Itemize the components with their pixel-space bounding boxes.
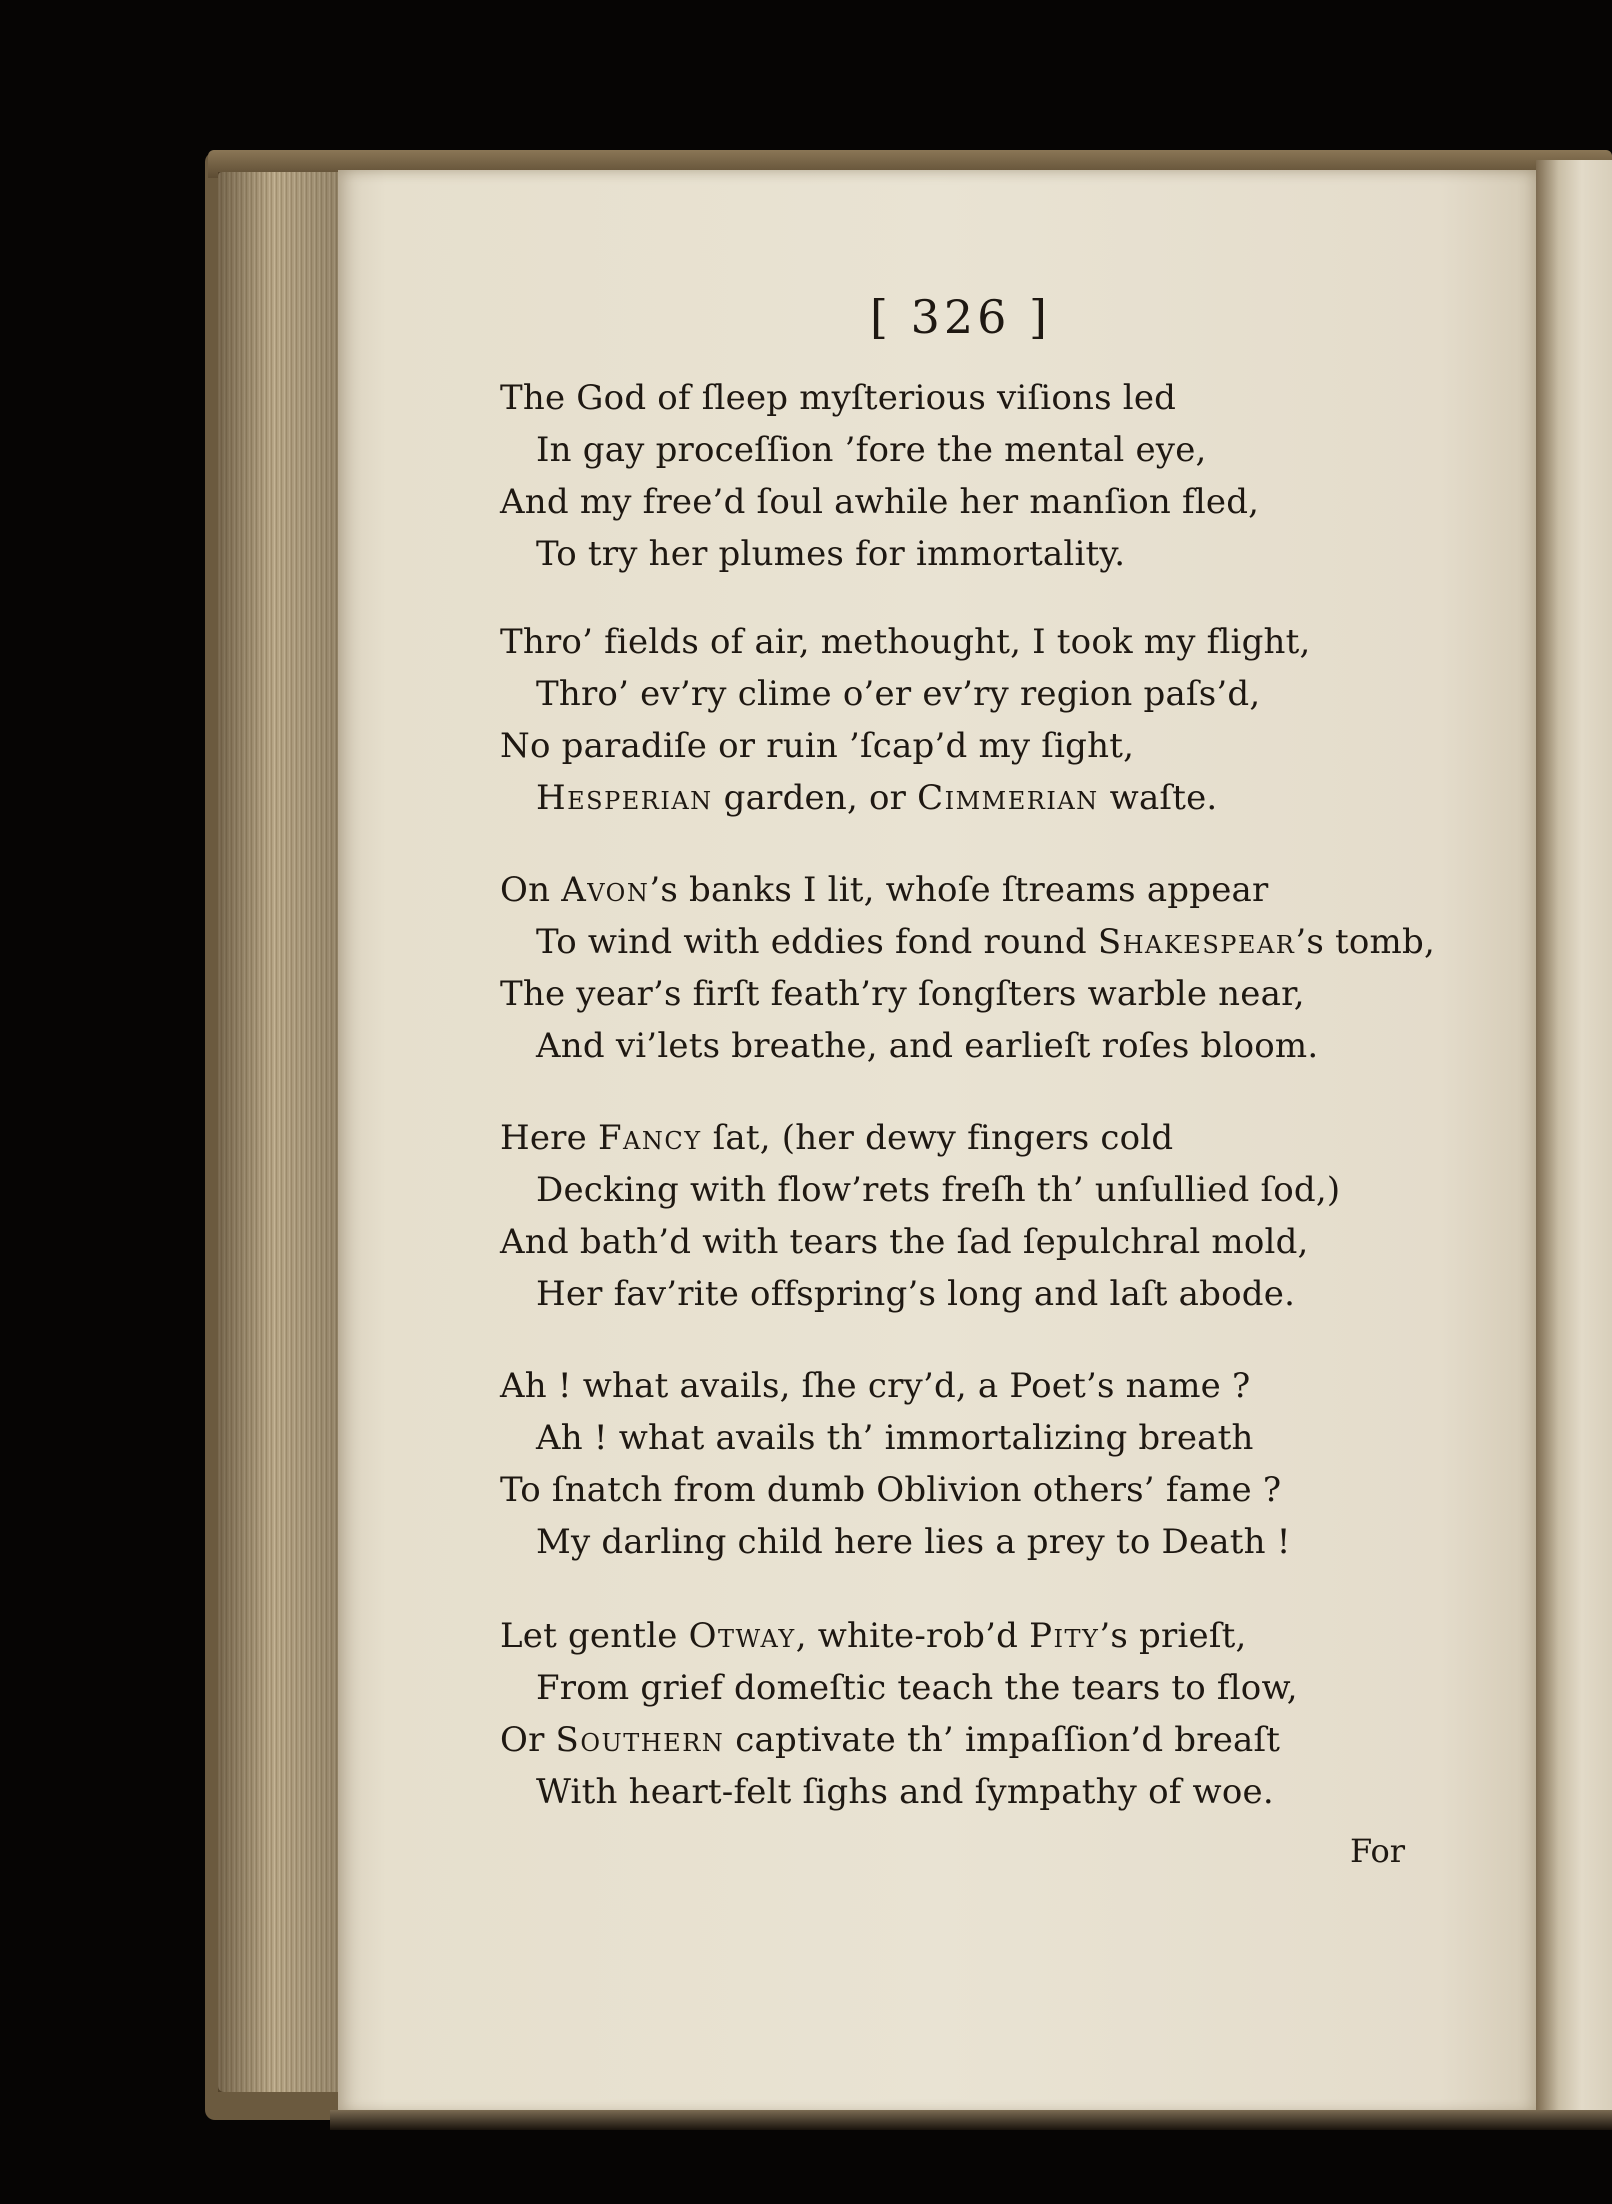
line-text: The year’s firſt feath’ry ſongſters warble near, [500, 974, 1305, 1014]
page-number: [ 326 ] [870, 290, 1051, 344]
line-text: Let gentle [500, 1616, 689, 1656]
small-caps-name: Pity [1029, 1616, 1100, 1656]
poem-line [500, 726, 1134, 766]
poem-line [536, 534, 1125, 574]
line-text: In gay proceſſion ’fore the mental eye, [536, 430, 1207, 470]
poem-line [536, 1522, 1291, 1562]
line-text: My darling child here lies a prey to Death ! [536, 1522, 1291, 1562]
line-text: To ſnatch from dumb Oblivion others’ fame ? [500, 1470, 1282, 1510]
small-caps-name: Fancy [597, 1118, 702, 1158]
catchword: For [1350, 1832, 1406, 1870]
line-text: Her fav’rite offspring’s long and laſt abode. [536, 1274, 1296, 1314]
line-text: ſat, (her dewy fingers cold [701, 1118, 1174, 1158]
poem-line [536, 1418, 1254, 1458]
small-caps-name: Hesperian [536, 778, 713, 818]
line-text: And my free’d ſoul awhile her manſion fled, [500, 482, 1260, 522]
line-text: Decking with flow’rets freſh th’ unſullied ſod,) [536, 1170, 1341, 1210]
poem-line [536, 674, 1260, 714]
poem-line [536, 1772, 1274, 1812]
line-text: Here [500, 1118, 598, 1158]
poem-line [536, 922, 1435, 962]
small-caps-name: Shakespear [1097, 922, 1296, 962]
poem-line [500, 974, 1305, 1014]
poem-line [500, 1720, 1280, 1760]
poem-line [536, 1026, 1318, 1066]
poem-line [500, 1470, 1281, 1510]
line-text: garden, or [712, 778, 918, 818]
line-text: No paradiſe or ruin ’ſcap’d my ſight, [500, 726, 1135, 766]
small-caps-name: Southern [555, 1720, 725, 1760]
poem-line [536, 1170, 1340, 1210]
small-caps-name: Avon [561, 870, 650, 910]
line-text: waſte. [1098, 778, 1218, 818]
line-text: To try her plumes for immortality. [536, 534, 1126, 574]
poem-line [500, 1118, 1173, 1158]
line-text: captivate th’ impaſſion’d breaſt [724, 1720, 1281, 1760]
poem-line [500, 482, 1259, 522]
line-text: And bath’d with tears the ſad ſepulchral mold, [500, 1222, 1309, 1262]
poem-line [536, 1274, 1295, 1314]
line-text: , white-rob’d [795, 1616, 1030, 1656]
line-text: And vi’lets breathe, and earlieſt roſes bloom. [536, 1026, 1319, 1066]
poem-line [500, 1616, 1246, 1656]
line-text: Ah ! what avails, ſhe cry’d, a Poet’s name ? [500, 1366, 1251, 1406]
poem-line [536, 1668, 1298, 1708]
poem-line [500, 870, 1268, 910]
poem-line [500, 622, 1311, 662]
line-text: ’s banks I lit, whoſe ſtreams appear [649, 870, 1269, 910]
line-text: ’s tomb, [1295, 922, 1435, 962]
line-text: Thro’ fields of air, methought, I took my flight, [500, 622, 1311, 662]
poem-line [500, 1222, 1309, 1262]
line-text: Thro’ ev’ry clime o’er ev’ry region paſs’d, [536, 674, 1261, 714]
poem-line [500, 378, 1176, 418]
line-text: With heart-felt ſighs and ſympathy of woe. [536, 1772, 1274, 1812]
small-caps-name: Otway [688, 1616, 796, 1656]
poem-line [536, 430, 1207, 470]
poem-line [500, 1366, 1250, 1406]
poem-line [536, 778, 1217, 818]
line-text: Ah ! what avails th’ immortalizing breath [536, 1418, 1254, 1458]
line-text: Or [500, 1720, 556, 1760]
line-text: To wind with eddies fond round [536, 922, 1098, 962]
line-text: The God of ſleep myſterious viſions led [500, 378, 1177, 418]
line-text: From grief domeſtic teach the tears to flow, [536, 1668, 1298, 1708]
small-caps-name: Cimmerian [917, 778, 1099, 818]
line-text: ’s prieſt, [1099, 1616, 1247, 1656]
line-text: On [500, 870, 562, 910]
